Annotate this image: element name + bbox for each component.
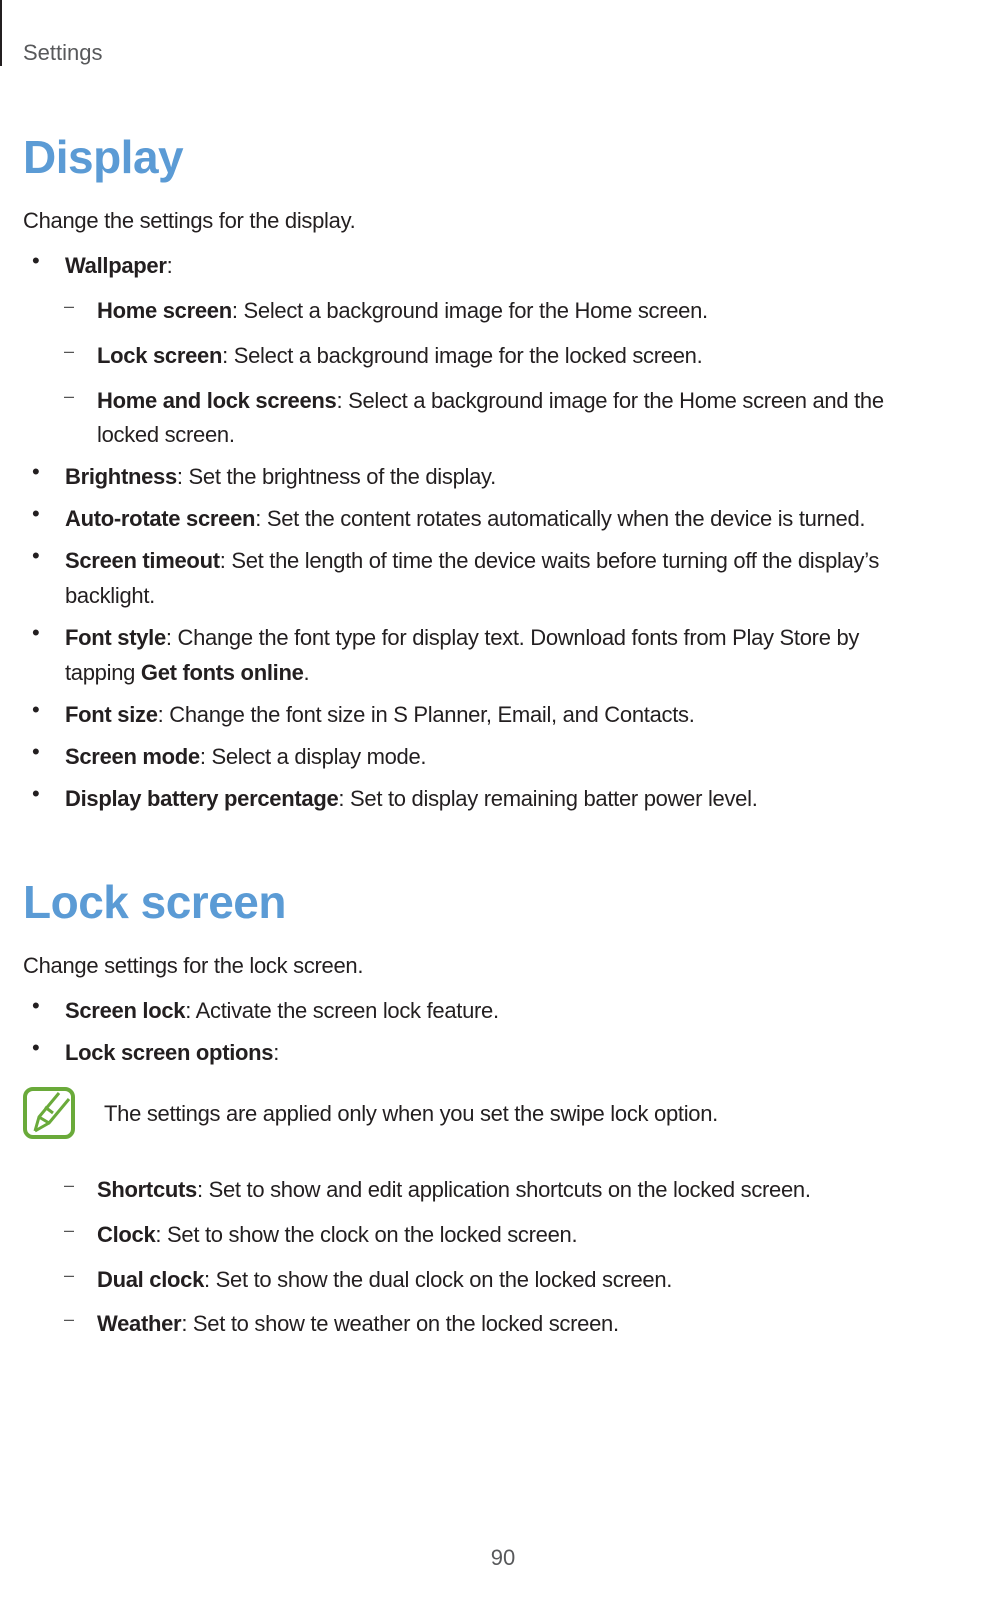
dash: – [64,341,75,361]
lock-intro: Change settings for the lock screen. [23,953,364,978]
item-wallpaper: Wallpaper: [65,253,173,278]
item-screen-mode: Screen mode: Select a display mode. [65,744,427,769]
running-header: Settings [23,40,103,65]
item-lock-screen-options: Lock screen options: [65,1040,280,1065]
bullet: • [32,620,40,645]
subitem-shortcuts: Shortcuts: Set to show and edit application shortcuts on the locked screen. [97,1177,811,1202]
note-pencil-icon [23,1087,75,1139]
page-edge-line [0,0,2,66]
note-text: The settings are applied only when you set the swipe lock option. [104,1101,718,1126]
subitem-lock-screen: Lock screen: Select a background image for the locked screen. [97,343,703,368]
item-font-size: Font size: Change the font size in S Planner, Email, and Contacts. [65,702,695,727]
bullet: • [32,248,40,273]
bullet: • [32,459,40,484]
subitem-clock: Clock: Set to show the clock on the locked screen. [97,1222,578,1247]
bullet: • [32,1035,40,1060]
subitem-home-screen: Home screen: Select a background image for the Home screen. [97,298,708,323]
item-screen-timeout-cont: backlight. [65,583,155,608]
item-font-style-cont: tapping Get fonts online. [65,660,310,685]
item-screen-timeout: Screen timeout: Set the length of time the device waits before turning off the display’s [65,548,880,573]
item-auto-rotate: Auto-rotate screen: Set the content rotates automatically when the device is turned. [65,506,866,531]
dash: – [64,1220,75,1240]
bullet: • [32,501,40,526]
subitem-home-and-lock: Home and lock screens: Select a background image for the Home screen and the [97,388,884,413]
section-title-lock-screen: Lock screen [23,876,286,928]
bullet: • [32,697,40,722]
item-font-style: Font style: Change the font type for display text. Download fonts from Play Store by [65,625,860,650]
display-intro: Change the settings for the display. [23,208,356,233]
dash: – [64,386,75,406]
section-title-display: Display [23,131,184,183]
dash: – [64,1265,75,1285]
dash: – [64,1175,75,1195]
bullet: • [32,781,40,806]
item-screen-lock: Screen lock: Activate the screen lock feature. [65,998,499,1023]
dash: – [64,296,75,316]
subitem-weather: Weather: Set to show te weather on the locked screen. [97,1311,619,1336]
page-number: 90 [490,1545,516,1570]
item-battery-percentage: Display battery percentage: Set to display remaining batter power level. [65,786,758,811]
item-brightness: Brightness: Set the brightness of the display. [65,464,496,489]
bullet: • [32,543,40,568]
bullet: • [32,739,40,764]
get-fonts-online: Get fonts online [140,660,304,685]
subitem-home-and-lock-cont: locked screen. [97,422,235,447]
dash: – [64,1309,75,1329]
bullet: • [32,993,40,1018]
subitem-dual-clock: Dual clock: Set to show the dual clock on the locked screen. [97,1267,673,1292]
